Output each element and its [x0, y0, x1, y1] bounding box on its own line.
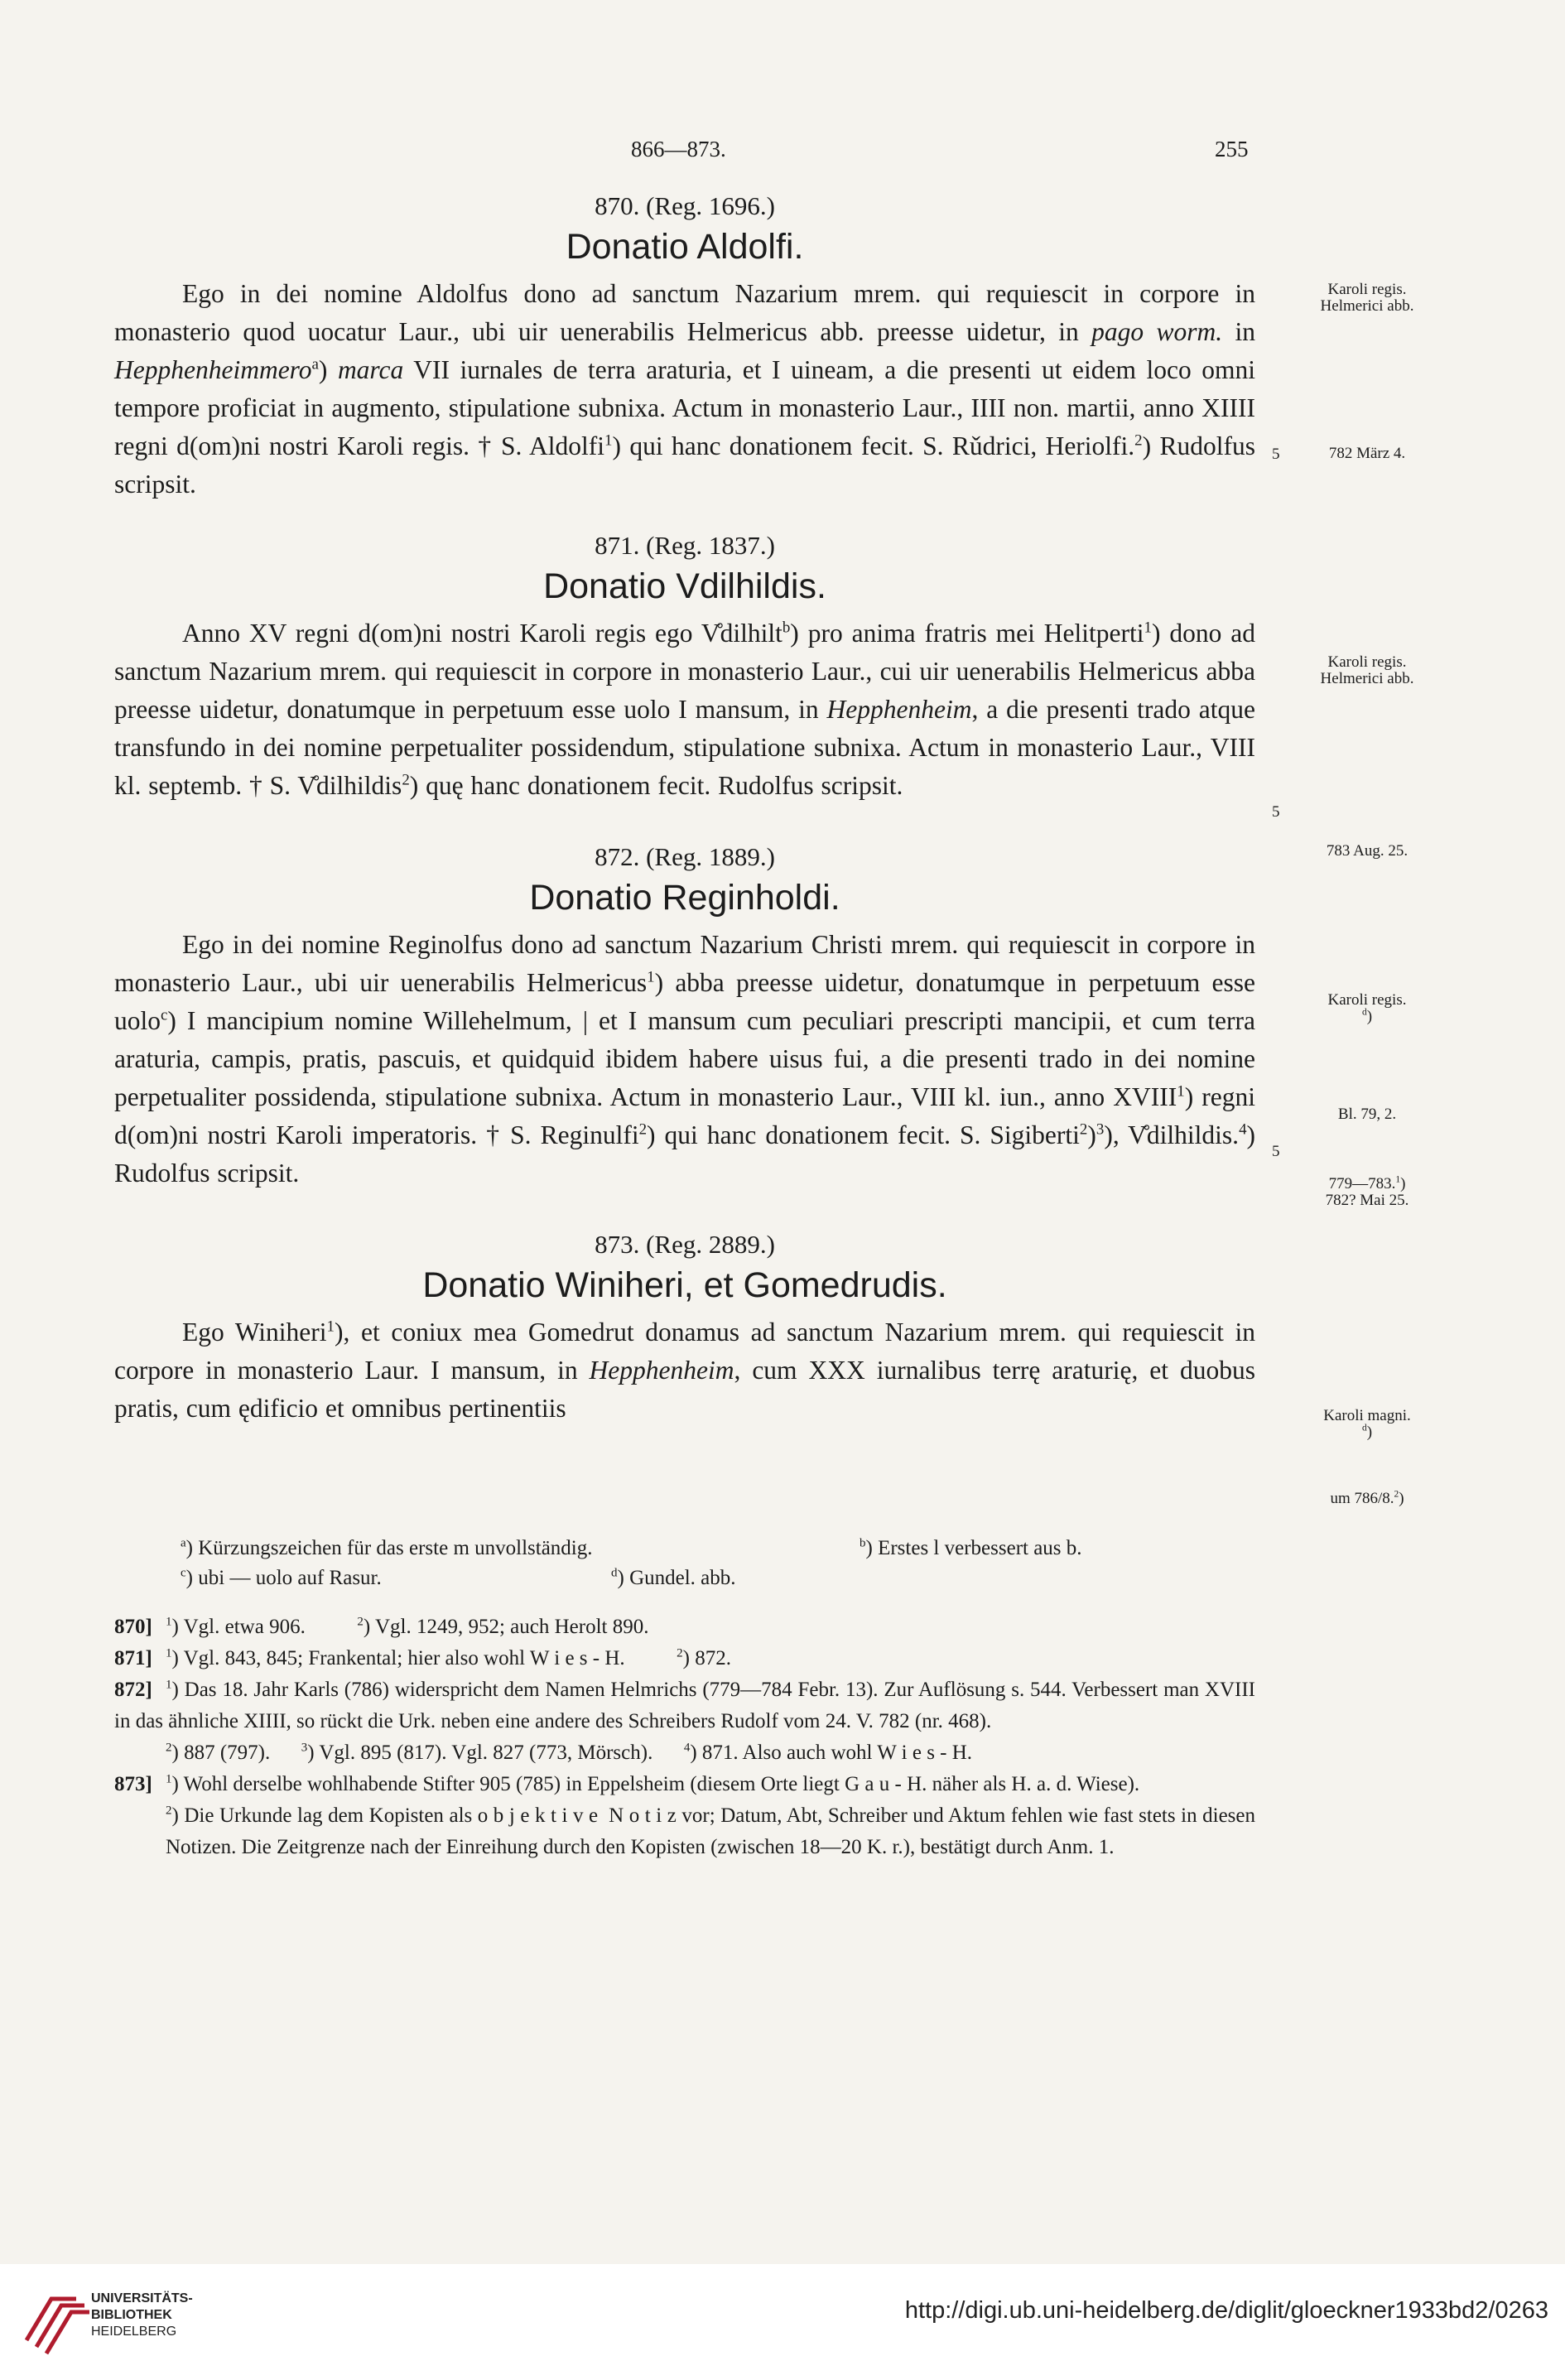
entry-reg-heading: 870. (Reg. 1696.) [595, 191, 775, 220]
variant-note-row [181, 1563, 1255, 1593]
entry-reg-heading: 872. (Reg. 1889.) [595, 842, 775, 871]
commentary-text: $^1$) Vgl. etwa 906. $^2$) Vgl. 1249, 952; auch Herolt 890. [166, 1615, 649, 1638]
entry-reg-heading: 873. (Reg. 2889.) [595, 1230, 775, 1259]
entry-text: Ego in dei nomine Reginolfus dono ad sanctum Nazarium Christi mrem. qui requiescit in corpore in monasterio Laur., ubi uir uenerabilis Helmericus$^1$) abba preesse uidetur, donatumque in perpetuum esse uolo$^c$) I mancipium nomine Willehelmum, | et I mansum cum peculiari prescripti mancipii, et cum terra araturia, campis, pratis, pascuis, et quidquid ibidem habere uisus fui, a die presenti trado in dei nomine perpetualiter possidenda, stipulatione subnixa. Actum in monasterio Laur., VIII kl. iun., anno XVIII$^1$) regni d(om)ni nostri Karoli imperatoris. † S. Reginulfi$^2$) qui hanc donationem fecit. S. Sigiberti$^2$)$^3$), V̊dilhildis.$^4$) Rudolfus scripsit. [114, 930, 1256, 1188]
commentary-ref: 870] [114, 1616, 152, 1638]
commentary-873-cont: $^2$) Die Urkunde lag dem Kopisten als o b j e k t i v e N o t i z vor; Datum, Abt, Schreiber und Aktum fehlen wie fast stets in diesen Notizen. Die Zeitgrenze nach der Einreihung durch den Kopisten (zwischen 18—20 K. r.), bestätigt durch Anm. 1. [166, 1804, 1255, 1858]
running-head-range: 866—873. [631, 137, 726, 161]
variant-notes [114, 1534, 1255, 1593]
margin-note: 779—783.$^1$) 782? Mai 25. [1325, 1174, 1409, 1209]
margin-note: Karoli regis. Helmerici abb. [1320, 653, 1414, 687]
entry-text: Anno XV regni d(om)ni nostri Karoli regis ego V̊dilhilt$^b$) pro anima fratris mei Helitperti$^1$) dono ad sanctum Nazarium mrem. qui requiescit in corpore in monasterio Laur., cui uir uenerabilis Helmericus abba preesse uidetur, donatumque in perpetuum esse uolo I mansum, in Hepphenheim, a die presenti trado atque transfundo in dei nomine perpetualiter possidendum, stipulatione subnixa. Actum in monasterio Laur., VIII kl. septemb. † S. V̊dilhildis$^2$) quę hanc donationem fecit. Rudolfus scripsit. [114, 619, 1255, 800]
margin-note: Karoli regis. Helmerici abb. [1320, 281, 1414, 315]
commentary-ref: 871] [114, 1647, 152, 1669]
running-head [0, 137, 1565, 170]
margin-note: Karoli magni. $^d$) [1323, 1407, 1411, 1441]
margin-note: Karoli regis. $^d$) [1327, 991, 1407, 1025]
library-name-line: BIBLIOTHEK [91, 2308, 172, 2322]
entry-870 [114, 187, 1255, 503]
library-name-line: UNIVERSITÄTS- [91, 2291, 193, 2305]
entry-text: Ego Winiheri$^1$), et coniux mea Gomedrut donamus ad sanctum Nazarium mrem. qui requiescit in corpore in monasterio Laur. I mansum, in Hepphenheim, cum XXX iurnalibus terrę araturię, et duobus pratis, cum ędificio et omnibus pertinentiis [114, 1318, 1256, 1423]
page-number: 255 [1215, 137, 1249, 161]
logo-mark [26, 2299, 89, 2354]
permalink-url[interactable]: http://digi.ub.uni-heidelberg.de/diglit/gloeckner1933bd2/0263 [904, 2297, 1548, 2324]
line-number: 5 [1272, 1143, 1280, 1160]
entry-reg-heading: 871. (Reg. 1837.) [595, 531, 775, 560]
spacer [114, 503, 1255, 527]
variant-note: $^b$) Erstes l verbessert aus b. [860, 1536, 1082, 1559]
commentary-notes [114, 1612, 1255, 1863]
commentary-871 [114, 1643, 1255, 1674]
entry-title: Donatio Winiheri, et Gomedrudis. [422, 1265, 947, 1305]
library-name [91, 2291, 193, 2340]
entry-872 [114, 838, 1255, 1192]
library-logo-icon [18, 2282, 93, 2357]
footnotes [114, 1534, 1255, 1863]
margin-note: 782 März 4. [1328, 445, 1406, 462]
margin-note: 783 Aug. 25. [1326, 842, 1408, 860]
commentary-text: $^1$) Das 18. Jahr Karls (786) widerspricht dem Namen Helmrichs (779—784 Febr. 13). Zur Auflösung s. 544. Verbessert man XVIII in das ähnliche XIIII, so rückt die Urk. neben eine andere des Schreibers Rudolf vom 24. V. 782 (nr. 468). [114, 1678, 1255, 1732]
commentary-870 [114, 1612, 1255, 1643]
commentary-ref: 873] [114, 1773, 152, 1795]
commentary-873 [114, 1769, 1255, 1800]
commentary-ref: 872] [114, 1679, 152, 1701]
line-number: 5 [1272, 803, 1280, 821]
variant-note: $^a$) Kürzungszeichen für das erste m unvollständig. [181, 1536, 593, 1559]
spacer [114, 1192, 1255, 1226]
line-number: 5 [1272, 446, 1280, 463]
variant-note-row [181, 1534, 1255, 1563]
commentary-text: $^1$) Wohl derselbe wohlhabende Stifter 905 (785) in Eppelsheim (diesem Orte liegt G a u - H. näher als H. a. d. Wiese). [166, 1772, 1140, 1795]
entry-text: Ego in dei nomine Aldolfus dono ad sanctum Nazarium mrem. qui requiescit in corpore in monasterio quod uocatur Laur., ubi uir uenerabilis Helmericus abb. preesse uidetur, in pago worm. in Hepphenheimmero$^a$) marca VII iurnales de terra araturia, et I uineam, a die presenti ut eidem loco omni tempore proficiat in augmento, stipulatione subnixa. Actum in monasterio Laur., IIII non. martii, anno XIIII regni d(om)ni nostri Karoli regis. † S. Aldolfi$^1$) qui hanc donationem fecit. S. Rǔdrici, Heriolfi.$^2$) Rudolfus scripsit. [114, 279, 1255, 499]
entry-871 [114, 527, 1255, 805]
entry-title: Donatio Aldolfi. [566, 227, 804, 267]
entry-title: Donatio Vdilhildis. [543, 566, 826, 606]
entry-873 [114, 1226, 1255, 1428]
main-text [114, 187, 1255, 1428]
footer-bar [0, 2264, 1565, 2380]
entry-title: Donatio Reginholdi. [529, 878, 840, 918]
variant-note: $^c$) ubi — uolo auf Rasur. [181, 1566, 382, 1589]
margin-note: um 786/8.$^2$) [1330, 1489, 1404, 1507]
margin-note: Bl. 79, 2. [1337, 1106, 1397, 1123]
variant-note: $^d$) Gundel. abb. [611, 1566, 736, 1589]
commentary-872-cont: $^2$) 887 (797). $^3$) Vgl. 895 (817). Vgl. 827 (773, Mörsch). $^4$) 871. Also auch wohl W i e s - H. [166, 1741, 973, 1764]
library-name-line: HEIDELBERG [91, 2325, 177, 2339]
commentary-text: $^1$) Vgl. 843, 845; Frankental; hier also wohl W i e s - H. $^2$) 872. [166, 1646, 731, 1669]
spacer [114, 805, 1255, 838]
commentary-872 [114, 1674, 1255, 1737]
spacer [114, 1593, 1255, 1612]
